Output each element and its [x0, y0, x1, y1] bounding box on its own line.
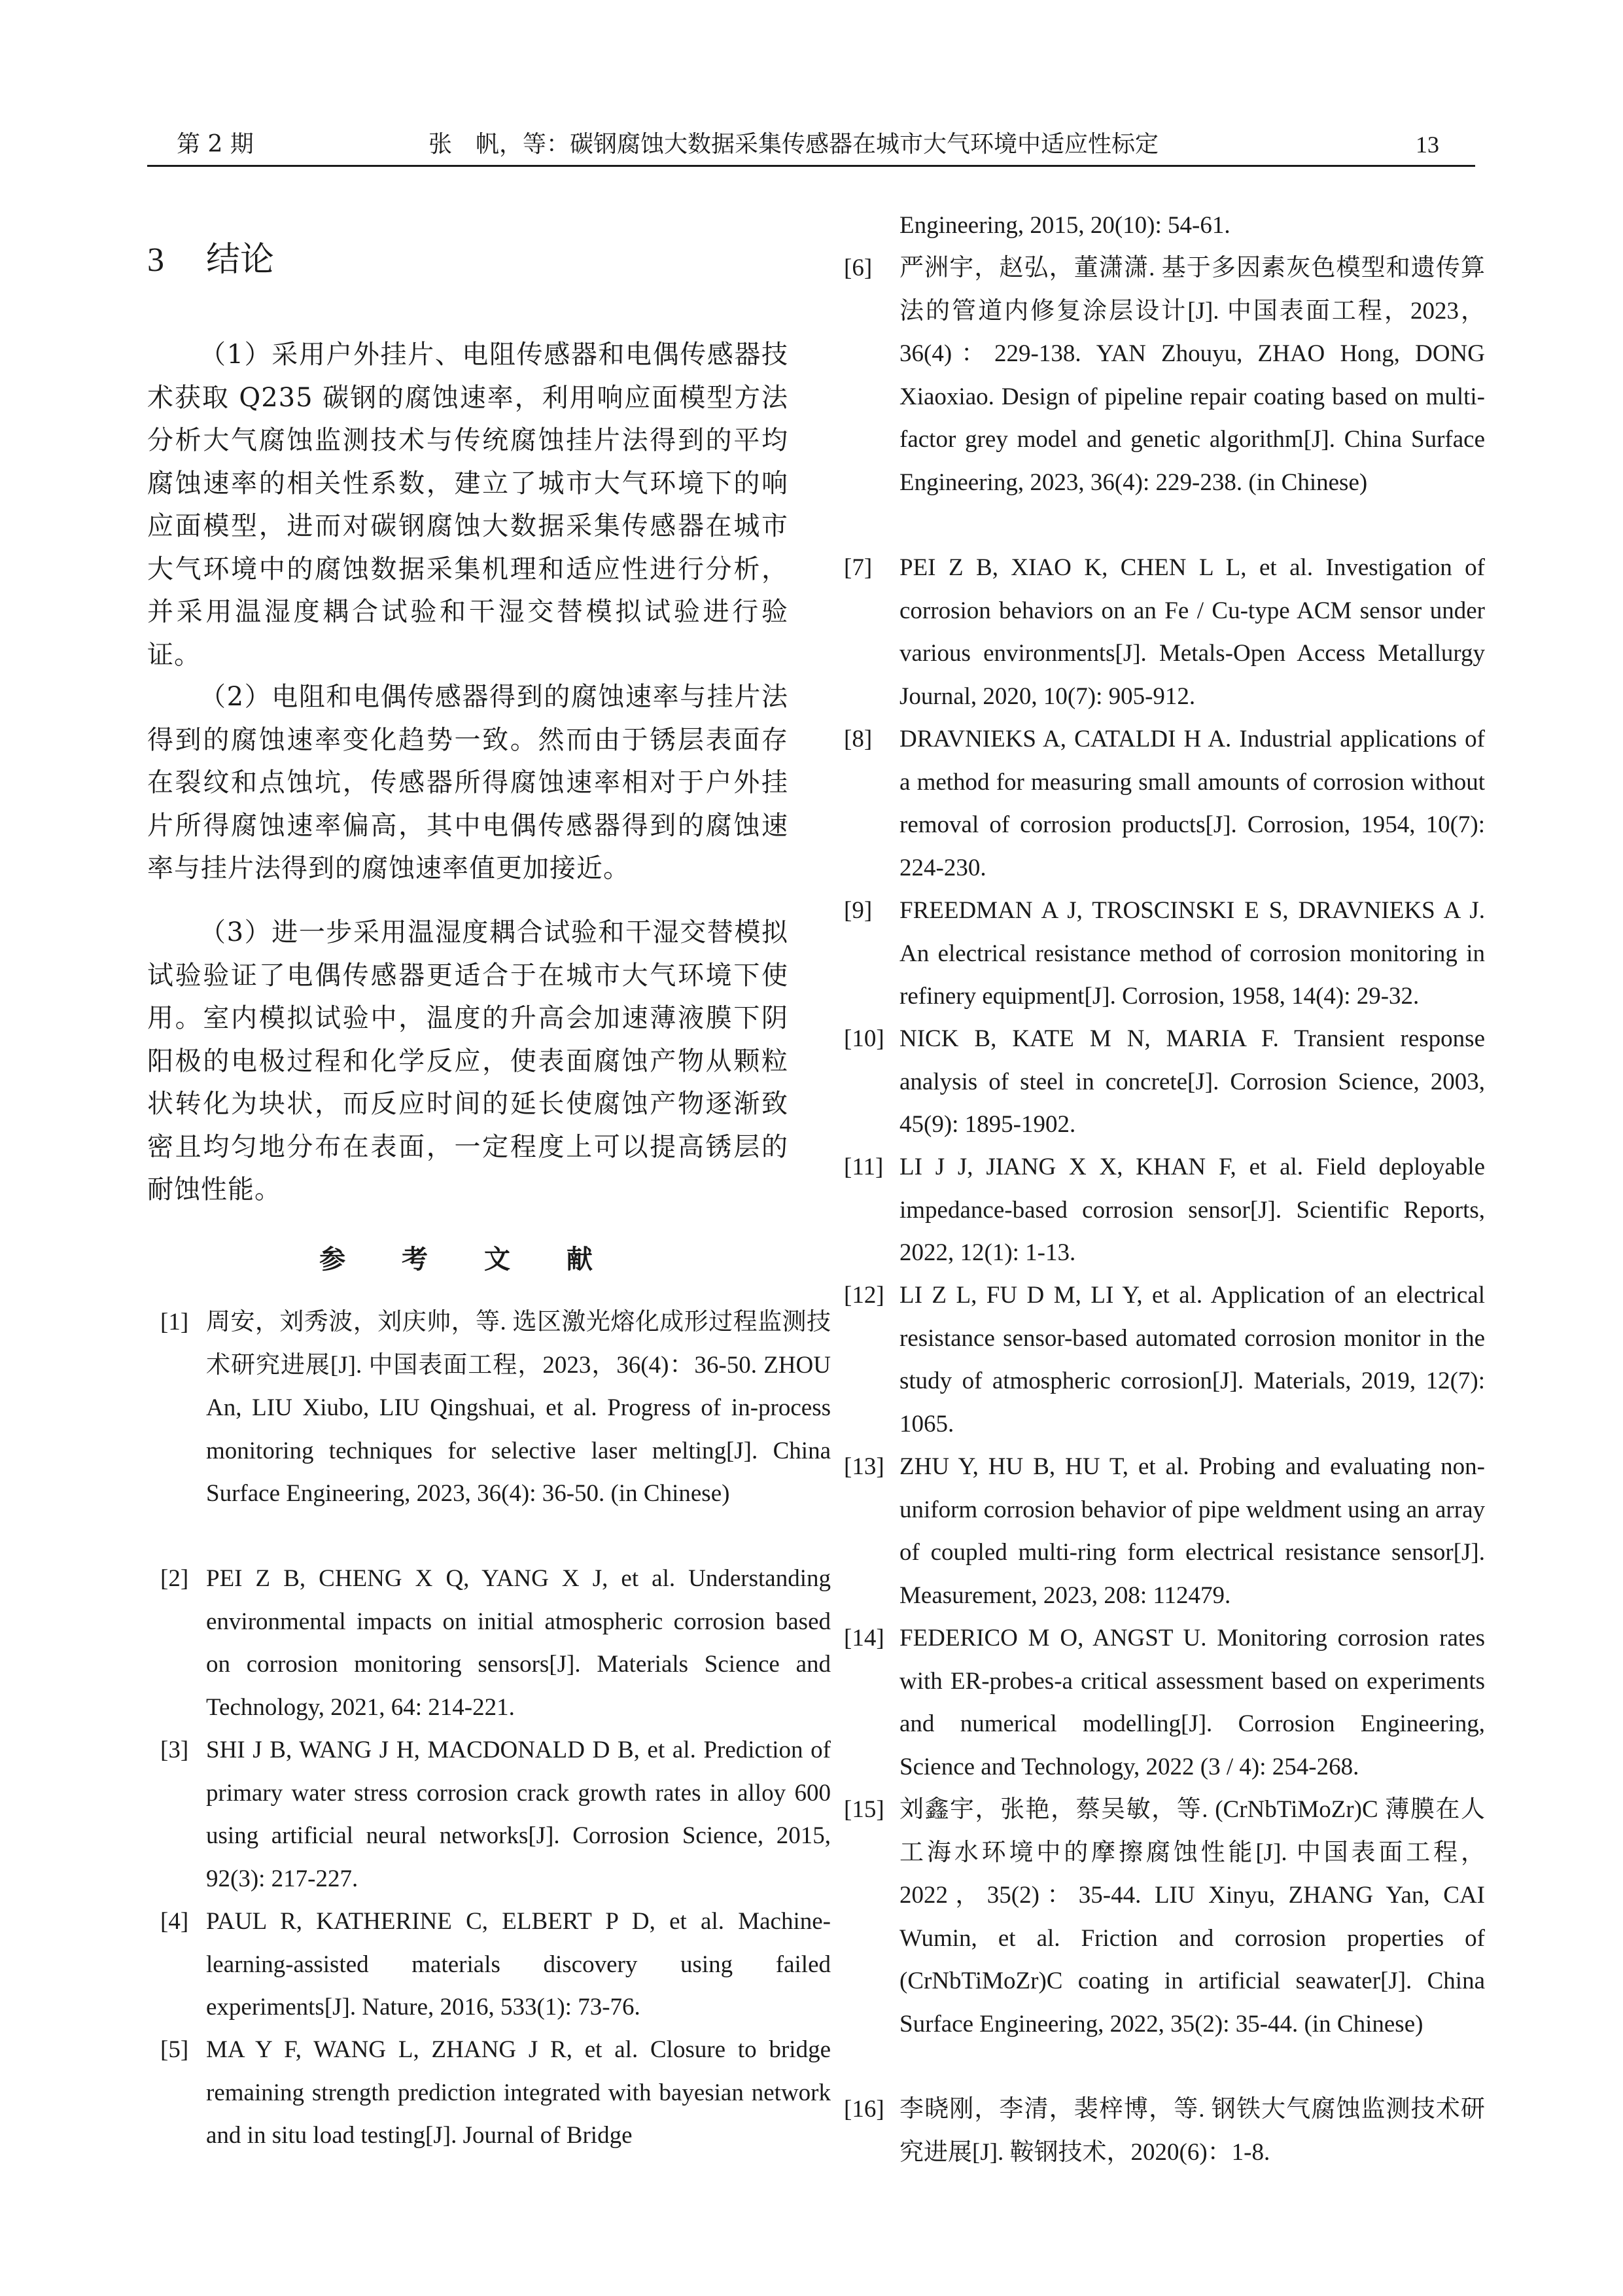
reference-text: SHI J B, WANG J H, MACDONALD D B, et al. Prediction of primary water stress corrosion crack growth rates in alloy 600 using artificial neural networks[J]. Corrosion Science, 2015, 92(3): 217-227. [206, 1737, 831, 1892]
reference-number: [4] [160, 1908, 189, 1935]
issue-label: 第 2 期 [177, 131, 254, 158]
reference-number: [5] [160, 2036, 189, 2063]
reference-text: LI Z L, FU D M, LI Y, et al. Application of an electrical resistance sensor-based automated corrosion monitor in the study of atmospheric corrosion[J]. Materials, 2019, 12(7): 1065. [899, 1282, 1485, 1438]
references-heading: 参 考 文 献 [319, 1244, 616, 1275]
section-number: 3 [147, 241, 164, 279]
section-title: 结论 [206, 240, 275, 279]
reference-number: [9] [844, 897, 873, 924]
reference-text: 周安，刘秀波，刘庆帅，等. 选区激光熔化成形过程监测技术研究进展[J]. 中国表面工程，2023，36(4)：36-50. ZHOU An, LIU Xiubo, LIU Qingshuai, et al. Progress of in-process monitoring techniques for selective laser melting[J]. China Surface Engineering, 2023, 36(4): 36-50. (in Chinese) [206, 1309, 831, 1507]
section-heading [147, 237, 274, 283]
page-number: 13 [1416, 132, 1439, 158]
reference-text: PAUL R, KATHERINE C, ELBERT P D, et al. Machine-learning-assisted materials discovery using failed experiments[J]. Nature, 2016, 533(1): 73-76. [206, 1908, 831, 2021]
reference-number: [6] [844, 255, 873, 281]
reference-number: [12] [844, 1282, 884, 1309]
reference-text: NICK B, KATE M N, MARIA F. Transient response analysis of steel in concrete[J]. Corrosion Science, 2003, 45(9): 1895-1902. [899, 1025, 1485, 1138]
running-header [147, 128, 1475, 162]
running-title: 张 帆，等：碳钢腐蚀大数据采集传感器在城市大气环境中适应性标定 [428, 131, 1159, 158]
header-rule [147, 165, 1475, 167]
reference-text: FREEDMAN A J, TROSCINSKI E S, DRAVNIEKS A J. An electrical resistance method of corrosion monitoring in refinery equipment[J]. Corrosion, 1958, 14(4): 29-32. [899, 897, 1485, 1010]
reference-text: 刘鑫宇，张艳，蔡吴敏，等. (CrNbTiMoZr)C 薄膜在人工海水环境中的摩擦腐蚀性能[J]. 中国表面工程，2022，35(2)：35-44. LIU Xinyu, ZHANG Yan, CAI Wumin, et al. Friction and corrosion properties of (CrNbTiMoZr)C coating in artificial seawater[J]. China Surface Engineering, 2022, 35(2): 35-44. (in Chinese) [899, 1796, 1485, 2038]
reference-text: MA Y F, WANG L, ZHANG J R, et al. Closure to bridge remaining strength prediction integrated with bayesian network and in situ load testing[J]. Journal of Bridge [206, 2036, 831, 2149]
conclusion-paragraph-2: （2）电阻和电偶传感器得到的腐蚀速率与挂片法得到的腐蚀速率变化趋势一致。然而由于锈层表面存在裂纹和点蚀坑，传感器所得腐蚀速率相对于户外挂片所得腐蚀速率偏高，其中电偶传感器得到的腐蚀速率与挂片法得到的腐蚀速率值更加接近。 [147, 682, 788, 883]
reference-number: [1] [160, 1309, 189, 1335]
reference-number: [7] [844, 554, 873, 581]
reference-text: PEI Z B, CHENG X Q, YANG X J, et al. Understanding environmental impacts on initial atmospheric corrosion based on corrosion monitoring sensors[J]. Materials Science and Technology, 2021, 64: 214-221. [206, 1565, 831, 1721]
reference-text: LI J J, JIANG X X, KHAN F, et al. Field deployable impedance-based corrosion sensor[J]. Scientific Reports, 2022, 12(1): 1-13. [899, 1154, 1485, 1266]
reference-number: [16] [844, 2096, 884, 2123]
reference-continuation: Engineering, 2015, 20(10): 54-61. [899, 212, 1230, 239]
reference-text: FEDERICO M O, ANGST U. Monitoring corrosion rates with ER-probes-a critical assessment based on experiments and numerical modelling[J]. Corrosion Engineering, Science and Technology, 2022 (3 / 4): 254-268. [899, 1625, 1485, 1780]
reference-text: 李晓刚，李清，裴梓博，等. 钢铁大气腐蚀监测技术研究进展[J]. 鞍钢技术，2020(6)：1-8. [899, 2096, 1485, 2166]
conclusion-paragraph-1: （1）采用户外挂片、电阻传感器和电偶传感器技术获取 Q235 碳钢的腐蚀速率，利用响应面模型方法分析大气腐蚀监测技术与传统腐蚀挂片法得到的平均腐蚀速率的相关性系数，建立了城市大气环境下的响应面模型，进而对碳钢腐蚀大数据采集传感器在城市大气环境中的腐蚀数据采集机理和适应性进行分析，并采用温湿度耦合试验和干湿交替模拟试验进行验证。 [147, 340, 788, 670]
reference-number: [10] [844, 1025, 884, 1052]
reference-number: [14] [844, 1625, 884, 1651]
reference-number: [13] [844, 1453, 884, 1480]
reference-text: 严洲宇，赵弘，董潇潇. 基于多因素灰色模型和遗传算法的管道内修复涂层设计[J]. 中国表面工程，2023，36(4)：229-138. YAN Zhouyu, ZHAO Hong, DONG Xiaoxiao. Design of pipeline repair coating based on multi-factor grey model and genetic algorithm[J]. China Surface Engineering, 2023, 36(4): 229-238. (in Chinese) [899, 255, 1485, 496]
reference-number: [2] [160, 1565, 189, 1592]
conclusion-paragraph-3: （3）进一步采用温湿度耦合试验和干湿交替模拟试验验证了电偶传感器更适合于在城市大气环境下使用。室内模拟试验中，温度的升高会加速薄液膜下阴阳极的电极过程和化学反应，使表面腐蚀产物从颗粒状转化为块状，而反应时间的延长使腐蚀产物逐渐致密且均匀地分布在表面，一定程度上可以提高锈层的耐蚀性能。 [147, 917, 788, 1205]
reference-number: [8] [844, 726, 873, 752]
reference-text: ZHU Y, HU B, HU T, et al. Probing and evaluating non-uniform corrosion behavior of pipe weldment using an array of coupled multi-ring form electrical resistance sensor[J]. Measurement, 2023, 208: 112479. [899, 1453, 1485, 1609]
reference-number: [15] [844, 1796, 884, 1823]
reference-text: DRAVNIEKS A, CATALDI H A. Industrial applications of a method for measuring small amounts of corrosion without removal of corrosion products[J]. Corrosion, 1954, 10(7): 224-230. [899, 726, 1485, 881]
reference-number: [3] [160, 1737, 189, 1763]
reference-number: [11] [844, 1154, 884, 1180]
reference-text: PEI Z B, XIAO K, CHEN L L, et al. Investigation of corrosion behaviors on an Fe / Cu-type ACM sensor under various environments[J]. Metals-Open Access Metallurgy Journal, 2020, 10(7): 905-912. [899, 554, 1485, 710]
